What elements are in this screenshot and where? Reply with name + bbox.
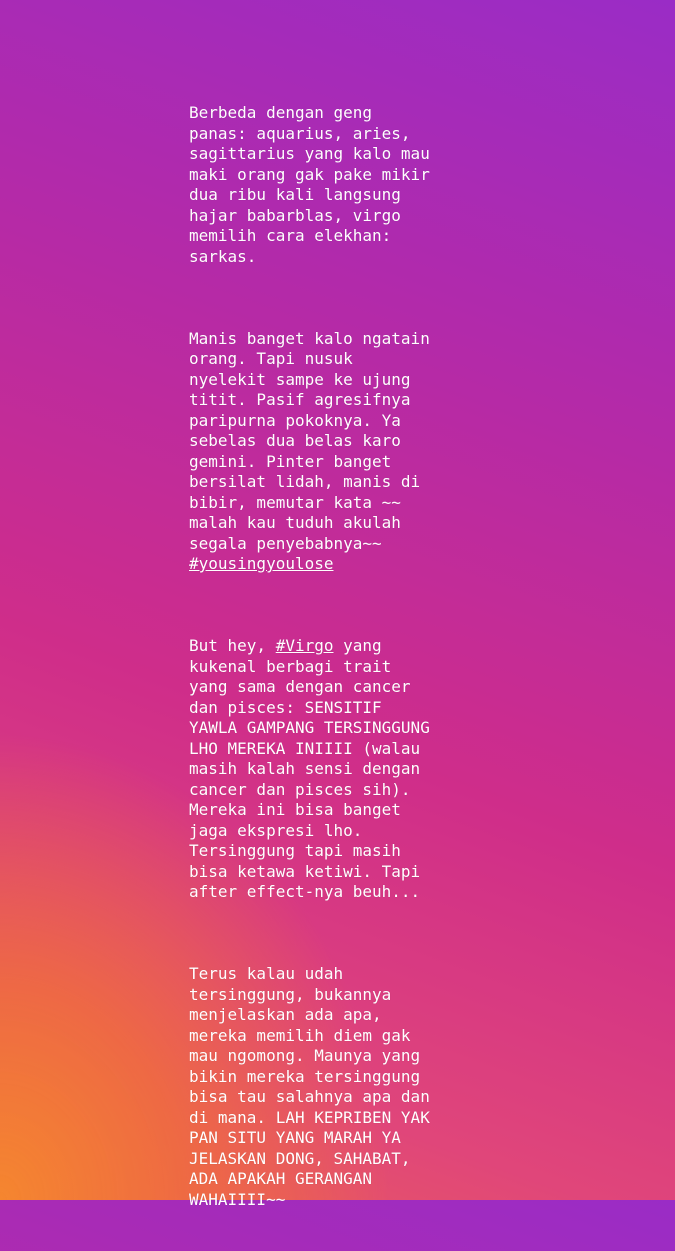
paragraph-3-start: But hey, (189, 636, 276, 655)
paragraph-2 (189, 329, 519, 575)
paragraph-2-text: Manis banget kalo ngatain orang. Tapi nusuk nyelekit sampe ke ujung titit. Pasif agresifnya paripurna pokoknya. Ya sebelas dua belas karo gemini. Pinter banget bersilat lidah, manis di bibir, memutar kata ~~ malah kau tuduh akulah segala penyebabnya~~ (189, 328, 430, 553)
hashtag-yousingyoulose[interactable]: #yousingyoulose (189, 554, 334, 573)
paragraph-1: Berbeda dengan geng panas: aquarius, aries, sagittarius yang kalo mau maki orang gak pake mikir dua ribu kali langsung hajar babarblas, virgo memilih cara elekhan: sarkas. (189, 103, 430, 266)
paragraph-4: Terus kalau udah tersinggung, bukannya menjelaskan ada apa, mereka memilih diem gak mau ngomong. Maunya yang bikin mereka tersinggung bisa tau salahnya apa dan di mana. LAH KEPRIBEN YAK PAN SITU YANG MARAH YA JELASKAN DONG, SAHABAT, ADA APAKAH GERANGAN WAHAIIII~~ (189, 964, 430, 1209)
hashtag-virgo[interactable]: #Virgo (275, 636, 334, 655)
story-text (189, 62, 519, 1251)
paragraph-3-rest: yang kukenal berbagi trait yang sama dengan cancer dan pisces: SENSITIF YAWLA GAMPANG TERSINGGUNG LHO MEREKA INIIII (walau masih kalah sensi dengan cancer dan pisces sih). Mereka ini bisa banget jaga ekspresi lho. Tersinggung tapi masih bisa ketawa ketiwi. Tapi after effect-nya beuh... (189, 636, 430, 901)
paragraph-3 (189, 636, 519, 903)
